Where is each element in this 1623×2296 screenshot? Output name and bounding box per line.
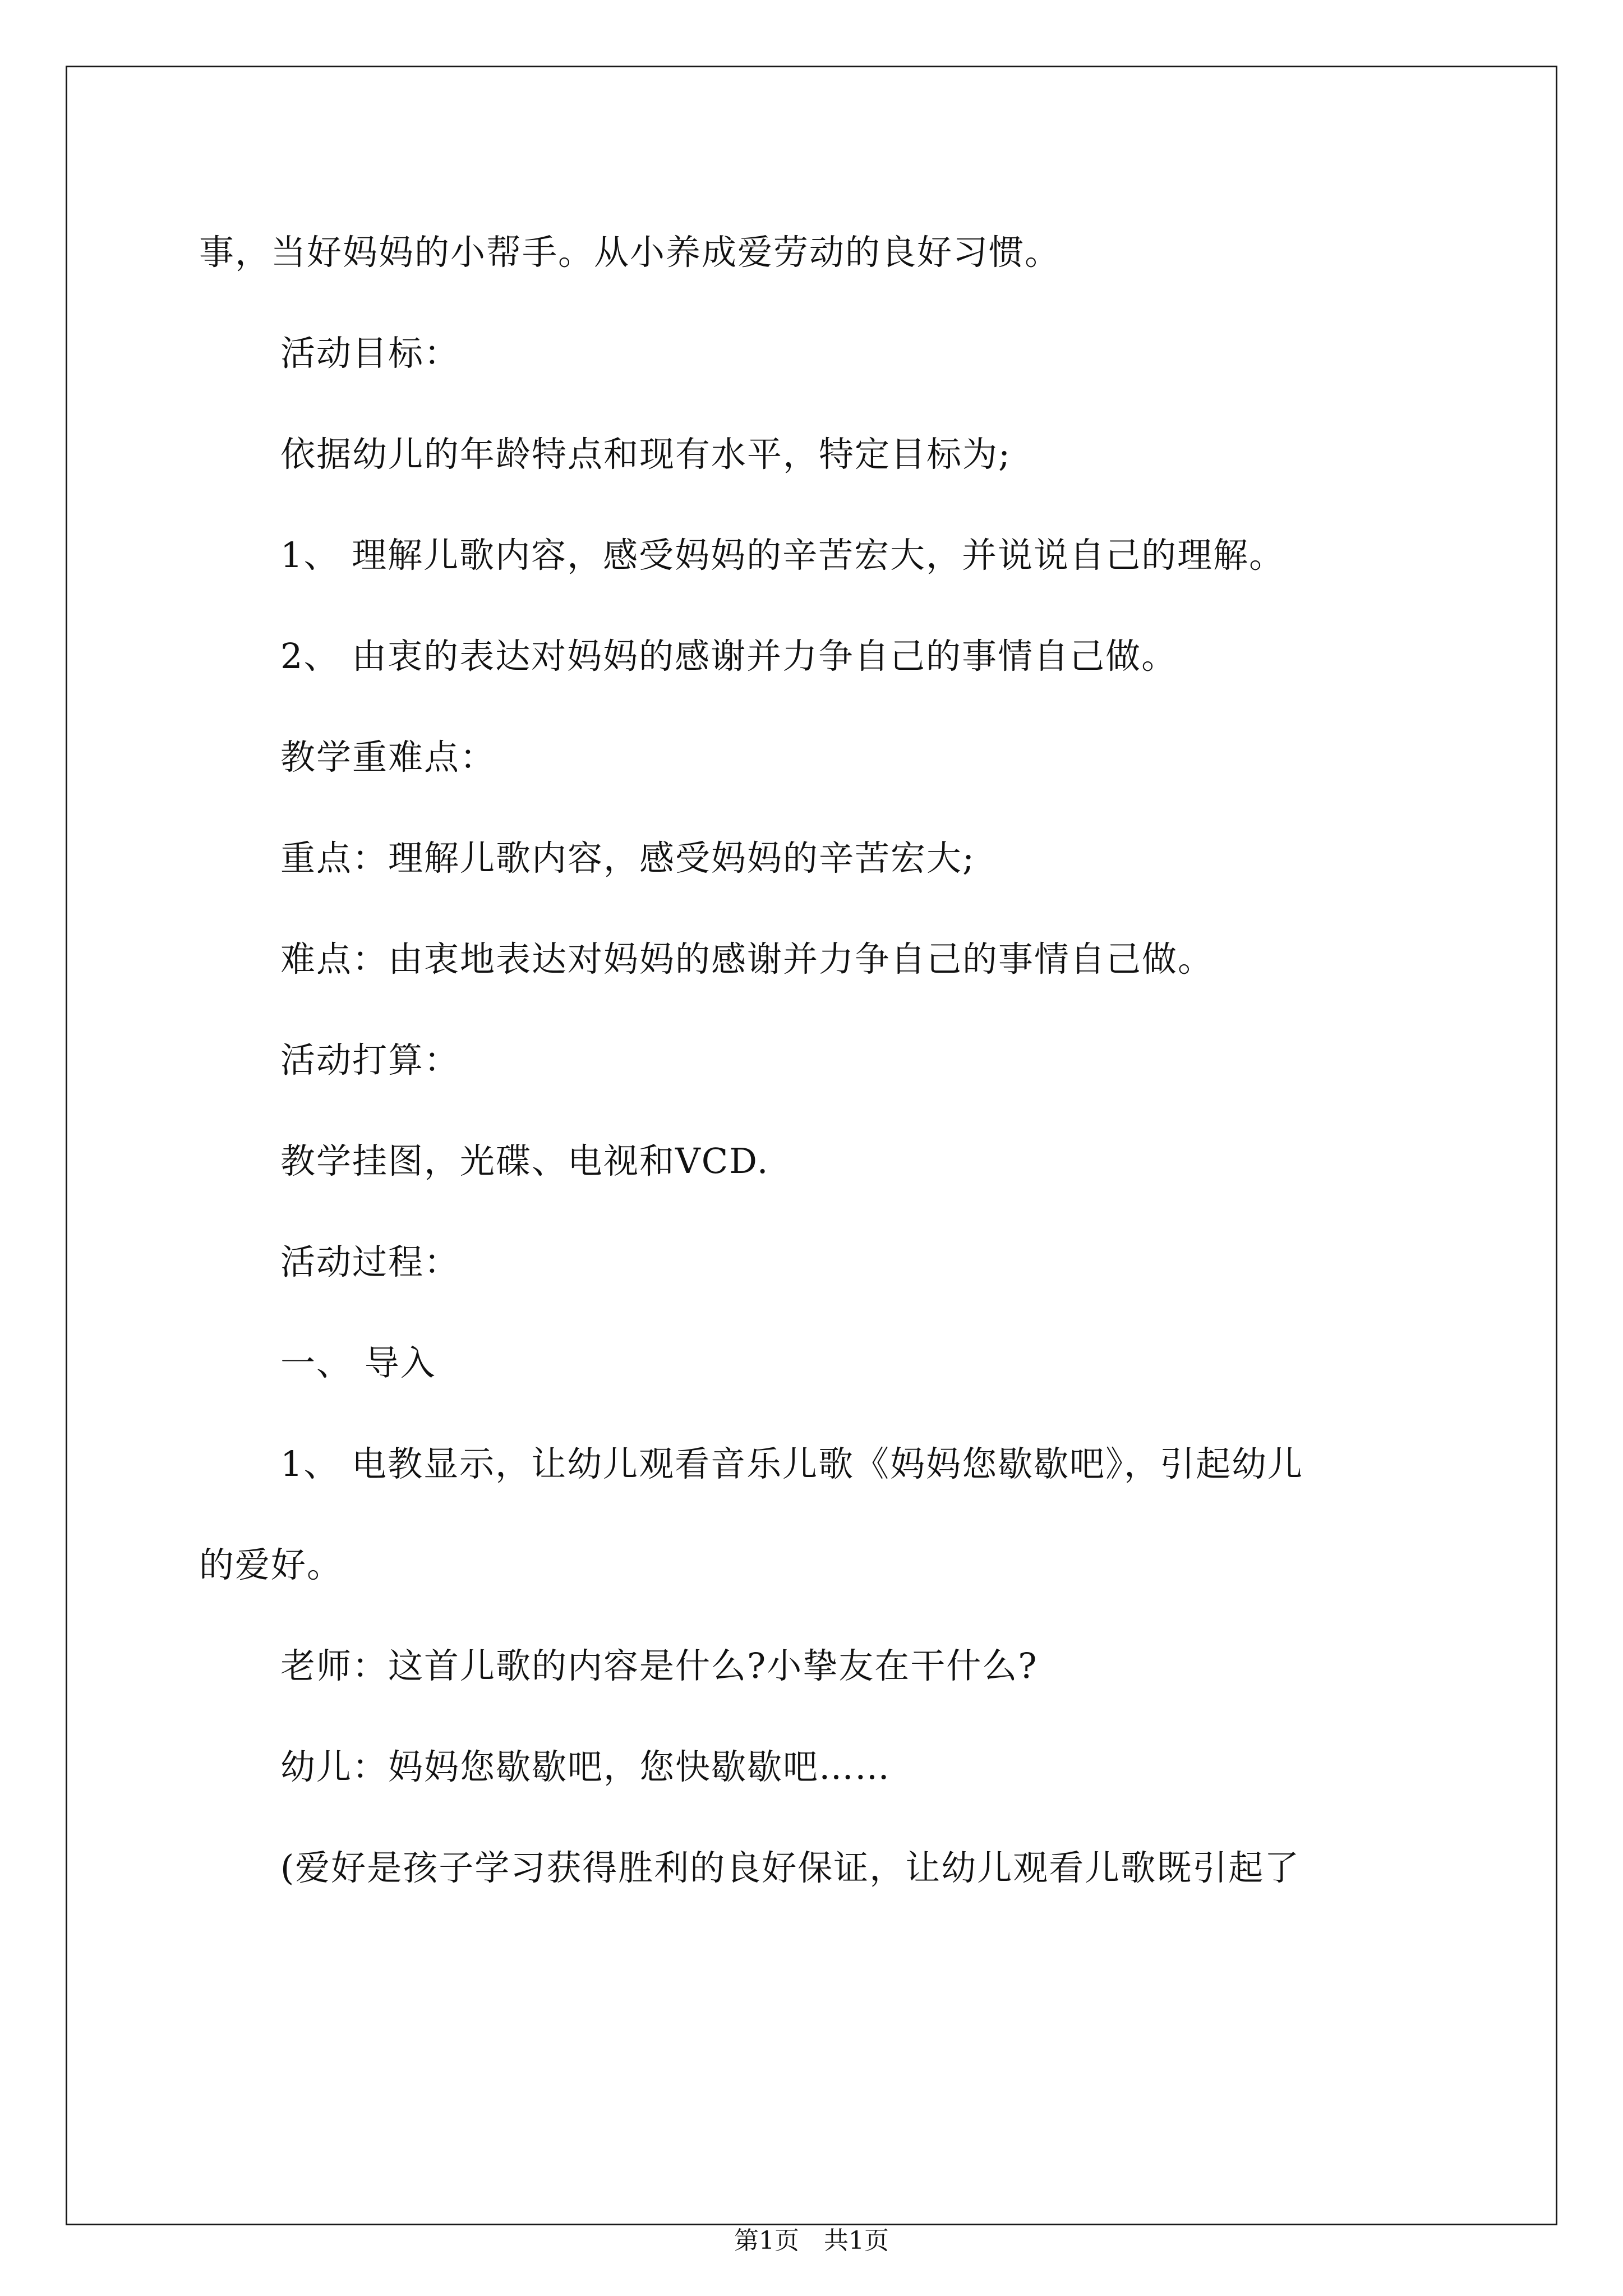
paragraph-line: 教学挂图，光碟、电视和VCD. (280, 1140, 769, 1181)
section-heading-process: 活动过程： (280, 1241, 460, 1282)
list-item: 1、 电教显示，让幼儿观看音乐儿歌《妈妈您歇歇吧》，引起幼儿 (280, 1443, 1304, 1484)
dialogue-line: 老师：这首儿歌的内容是什么?小挚友在干什么? (280, 1645, 1038, 1686)
section-heading-preparation: 活动打算： (280, 1039, 460, 1080)
paragraph-line: 的爱好。 (199, 1544, 343, 1585)
subsection-heading: 一、 导入 (280, 1342, 436, 1383)
section-heading-activity-goals: 活动目标： (280, 333, 460, 374)
paragraph-line: 依据幼儿的年龄特点和现有水平，特定目标为; (280, 434, 1011, 475)
paragraph-line: 事，当好妈妈的小帮手。从小养成爱劳动的良好习惯。 (199, 232, 1061, 273)
paragraph-line: 重点：理解儿歌内容，感受妈妈的辛苦宏大; (280, 838, 975, 878)
paragraph-line: 难点：由衷地表达对妈妈的感谢并力争自己的事情自己做。 (280, 938, 1214, 979)
dialogue-line: 幼儿：妈妈您歇歇吧，您快歇歇吧…… (280, 1746, 891, 1787)
list-item: 2、 由衷的表达对妈妈的感谢并力争自己的事情自己做。 (280, 636, 1178, 677)
section-heading-key-points: 教学重难点： (280, 737, 496, 777)
list-item: 1、 理解儿歌内容，感受妈妈的辛苦宏大，并说说自己的理解。 (280, 535, 1285, 576)
page-footer: 第1页 共1页 (734, 2226, 889, 2255)
paragraph-line: (爱好是孩子学习获得胜利的良好保证，让幼儿观看儿歌既引起了 (280, 1847, 1301, 1888)
